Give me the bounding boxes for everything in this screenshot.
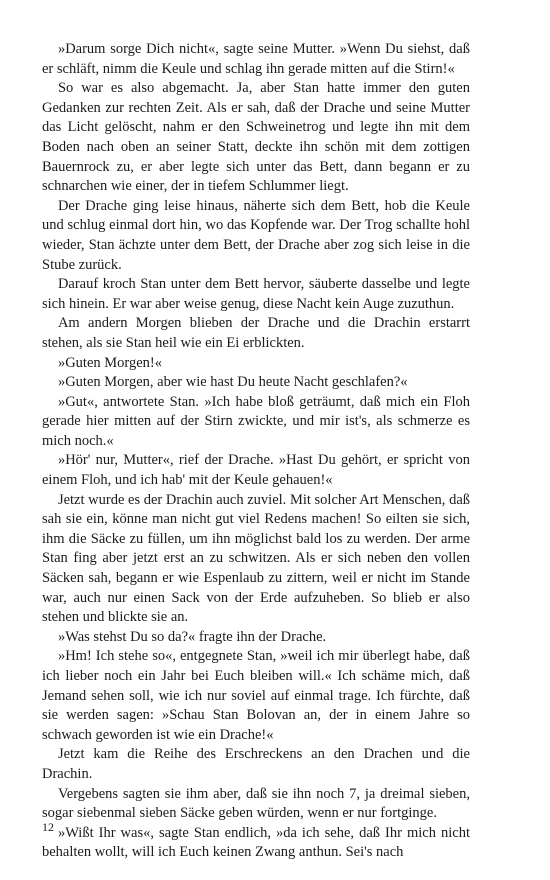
paragraph: »Guten Morgen!« (57, 354, 162, 371)
body-text (42, 40, 470, 863)
paragraph: Der Drache ging leise hinaus, näherte sich dem Bett, hob die Keule und schlug einmal dort hin, wo das Kopfende war. Der Trog schallte hohl wieder, Stan ächzte unter dem Bett, der Drache aber zog sich leise in die Stube zurück. (42, 197, 470, 273)
paragraph: »Hm! Ich stehe so«, entgegnete Stan, »weil ich mir überlegt habe, daß ich lieber noch ein Jahr bei Euch bleiben will.« Ich schäme mich, daß Jemand sehen soll, wie ich nur soviel auf einmal trage. Ich fürchte, daß sie werden sagen: »Schau Stan Bolovan an, der in einem Jahre so schwach geworden ist wie ein Drache!« (42, 648, 470, 743)
paragraph: Jetzt kam die Reihe des Erschreckens an den Drachen und die Drachin. (42, 746, 470, 782)
paragraph: »Gut«, antwortete Stan. »Ich habe bloß geträumt, daß mich ein Floh gerade hier mitten auf der Stirn zwickte, und mir ist's, als schmerze es mich noch.« (42, 393, 470, 449)
paragraph: »Wißt Ihr was«, sagte Stan endlich, »da ich sehe, daß Ihr mich nicht behalten wollt, will ich Euch keinen Zwang anthun. Sei's nach (42, 824, 470, 861)
paragraph: Am andern Morgen blieben der Drache und die Drachin erstarrt stehen, als sie Stan heil wie ein Ei erblickten. (42, 315, 470, 351)
paragraph: Vergebens sagten sie ihm aber, daß sie ihn noch 7, ja dreimal sieben, sogar siebenmal sieben Säcke geben würden, wenn er nur fortginge. (42, 785, 470, 822)
paragraph: So war es also abgemacht. Ja, aber Stan hatte immer den guten Gedanken zur rechten Zeit. Als er sah, daß der Drache und seine Mutter das Licht gelöscht, nahm er den Schweinetrog und legte ihn mit dem Boden nach oben an seiner Statt, deckte ihn schön mit dem zottigen Bauernrock zu, er aber legte sich unter das Bett, dann begann er zu schnarchen wie einer, der in tiefem Schlummer liegt. (42, 80, 470, 195)
paragraph: Jetzt wurde es der Drachin auch zuviel. Mit solcher Art Menschen, daß sah sie ein, könne man nicht gut viel Redens machen! So eilten sie sich, ihm die Säcke zu füllen, um ihn möglichst bald los zu werden. Der arme Stan fing aber jetzt erst an zu schwitzen. Als er sich neben den vollen Säcken sah, begann er wie Espenlaub zu zittern, weil er nicht im Stande war, auch nur einen Sack von der Erde aufzuheben. So blieb er also stehen und blickte sie an. (42, 491, 470, 626)
paragraph: »Hör' nur, Mutter«, rief der Drache. »Hast Du gehört, er spricht von einem Floh, und ich hab' mit der Keule gehauen!« (42, 452, 470, 489)
page-number: 12 (42, 820, 54, 834)
paragraph: »Was stehst Du so da?« fragte ihn der Drache. (57, 628, 327, 645)
paragraph: Darauf kroch Stan unter dem Bett hervor, säuberte dasselbe und legte sich hinein. Er war aber weise genug, diese Nacht kein Auge zuzuthun. (42, 276, 470, 312)
paragraph: »Guten Morgen, aber wie hast Du heute Nacht geschlafen?« (57, 374, 408, 391)
paragraph: »Darum sorge Dich nicht«, sagte seine Mutter. »Wenn Du siehst, daß er schläft, nimm die Keule und schlag ihn gerade mitten auf die Stirn!« (42, 41, 470, 77)
